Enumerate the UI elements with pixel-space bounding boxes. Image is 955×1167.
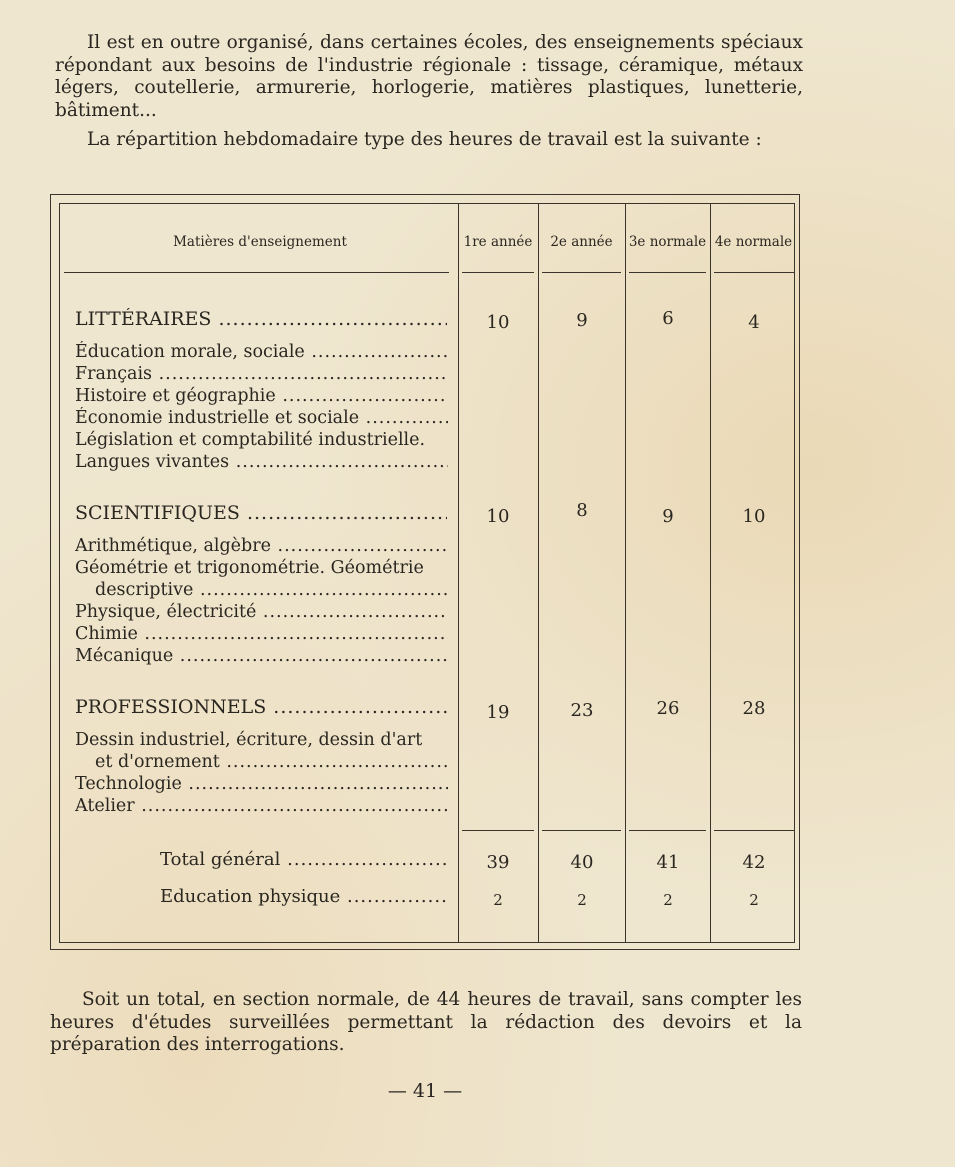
value-cell: 6: [662, 308, 674, 329]
header-rule: [462, 272, 534, 273]
header-rule: [714, 272, 794, 273]
subject-item: Français .....: [75, 363, 448, 385]
total-rule: [542, 830, 621, 831]
subject-item: Éducation morale, sociale .....: [75, 341, 448, 363]
value-cell: 28: [742, 698, 766, 719]
subject-item: Physique, électricité .....: [75, 601, 448, 623]
section-litteraires: LITTÉRAIRES .....: [75, 308, 447, 330]
subject-item: Dessin industriel, écriture, dessin d'art: [75, 730, 423, 750]
subject-item: Langues vivantes .....: [75, 451, 448, 473]
subject-item: Atelier .....: [75, 795, 448, 817]
total-rule: [629, 830, 706, 831]
header-col-1: 1re année: [463, 234, 533, 250]
col-divider: [625, 204, 626, 942]
subject-item: Chimie .....: [75, 623, 448, 645]
header-col-4: 4e normale: [714, 234, 793, 250]
value-cell: 23: [570, 700, 594, 721]
col-divider: [538, 204, 539, 942]
intro-paragraph: Il est en outre organisé, dans certaines écoles, des enseignements spéciaux répondant aux besoins de l'industrie régionale : tissage, céramique, métaux légers, coutellerie, armurerie, horlogerie, matières plastiques, lunetterie, bâtiment...: [55, 32, 803, 121]
header-rule: [542, 272, 621, 273]
total-label: Total général .....: [160, 849, 448, 870]
total-value: 39: [486, 852, 510, 873]
value-cell: 8: [576, 500, 588, 521]
header-rule: [64, 272, 449, 273]
subject-item: Mécanique .....: [75, 645, 448, 667]
lead-paragraph: La répartition hebdomadaire type des heures de travail est la suivante :: [87, 129, 762, 150]
header-col-2: 2e année: [550, 234, 613, 250]
closing-paragraph: Soit un total, en section normale, de 44 heures de travail, sans compter les heures d'études surveillées permettant la rédaction des devoirs et la préparation des interrogations.: [50, 989, 802, 1055]
col-divider: [710, 204, 711, 942]
total-rule: [462, 830, 534, 831]
value-cell: 10: [486, 312, 510, 333]
value-cell: 26: [656, 698, 680, 719]
value-cell: 4: [748, 312, 760, 333]
page-number: — 41 —: [387, 1080, 463, 1102]
header-col-3: 3e normale: [628, 234, 707, 250]
header-subject: Matières d'enseignement: [173, 234, 347, 250]
total-value: 41: [656, 852, 680, 873]
pe-value: 2: [577, 891, 587, 909]
subject-item: et d'ornement .....: [95, 751, 448, 773]
value-cell: 9: [662, 506, 674, 527]
subject-item: descriptive .....: [95, 579, 448, 601]
section-professionnels: PROFESSIONNELS .....: [75, 696, 447, 718]
pe-label: Education physique .....: [160, 886, 448, 907]
value-cell: 10: [742, 506, 766, 527]
value-cell: 19: [486, 702, 510, 723]
total-value: 40: [570, 852, 594, 873]
header-rule: [629, 272, 706, 273]
subject-item: Technologie .....: [75, 773, 448, 795]
total-value: 42: [742, 852, 766, 873]
table-frame: [59, 203, 795, 943]
subject-item: Arithmétique, algèbre .....: [75, 535, 448, 557]
pe-value: 2: [663, 891, 673, 909]
subject-item: Législation et comptabilité industrielle.: [75, 430, 426, 450]
hours-table: [50, 194, 800, 950]
total-rule: [714, 830, 794, 831]
subject-item: Histoire et géographie .....: [75, 385, 448, 407]
value-cell: 9: [576, 310, 588, 331]
pe-value: 2: [749, 891, 759, 909]
section-scientifiques: SCIENTIFIQUES .....: [75, 502, 447, 524]
subject-item: Économie industrielle et sociale .....: [75, 407, 448, 429]
value-cell: 10: [486, 506, 510, 527]
pe-value: 2: [493, 891, 503, 909]
subject-item: Géométrie et trigonométrie. Géométrie: [75, 558, 424, 578]
